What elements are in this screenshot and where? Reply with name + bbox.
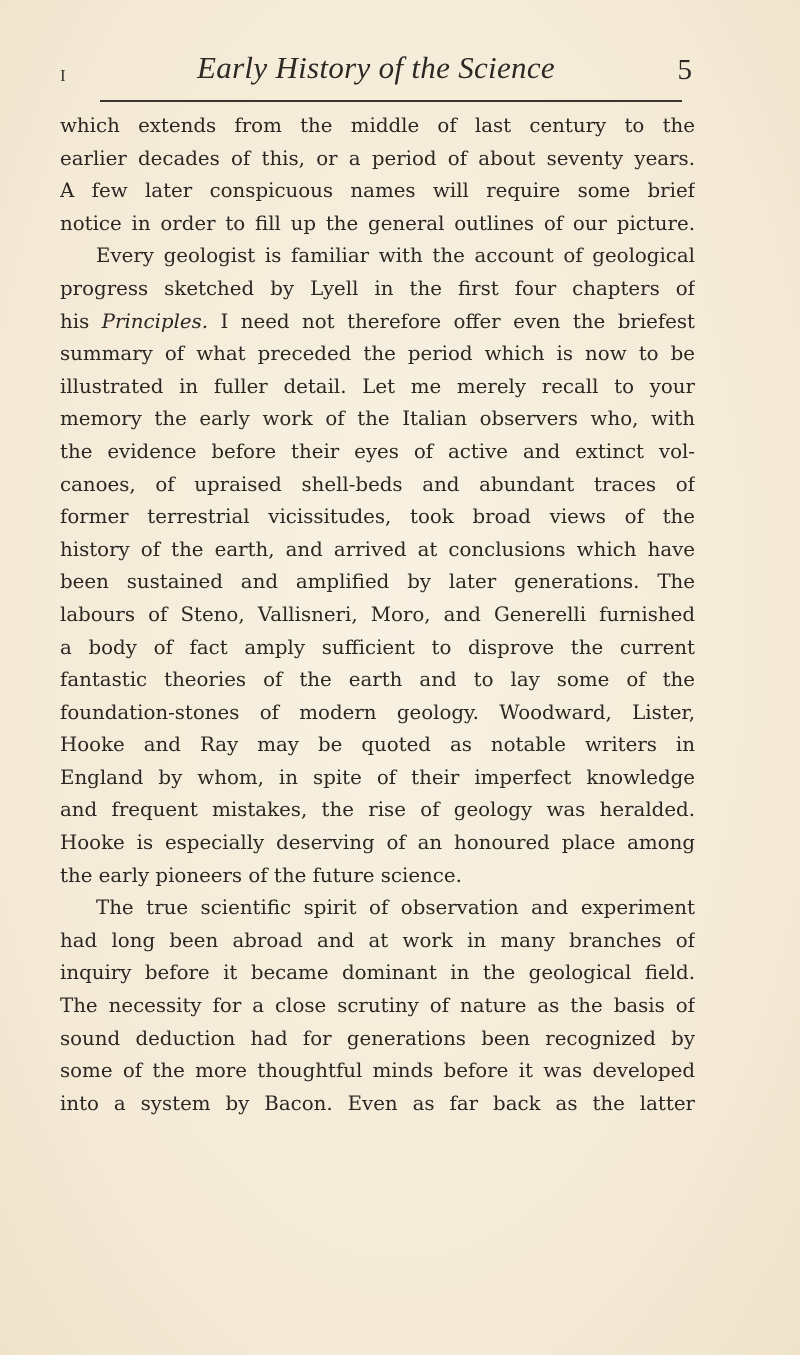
text-line: Every geologist is familiar with the account of geological — [96, 244, 695, 268]
text-line: which extends from the middle of last century to the — [60, 114, 695, 137]
text-line: The true scientific spirit of observation and experiment — [96, 896, 695, 920]
text-line: fantastic theories of the earth and to lay some of the — [60, 668, 695, 692]
text-line: memory the early work of the Italian observers who, with — [60, 407, 695, 431]
text-line: sound deduction had for generations been recognized by — [60, 1026, 695, 1050]
header-rule — [100, 100, 682, 102]
running-title: Early History of the Science — [197, 50, 555, 85]
text-line: summary of what preceded the period which is now to be — [60, 342, 695, 366]
text-line: a body of fact amply sufficient to disprove the current — [60, 635, 695, 659]
text-line: The necessity for a close scrutiny of nature as the basis of — [60, 994, 695, 1018]
text-line: England by whom, in spite of their imperfect knowledge — [60, 765, 695, 789]
page-number: 5 — [677, 54, 692, 86]
text-line: and frequent mistakes, the rise of geology was heralded. — [60, 798, 695, 822]
text-line: inquiry before it became dominant in the geological field. — [60, 961, 695, 985]
text-line: the evidence before their eyes of active and extinct vol- — [60, 439, 695, 463]
italic-book-title: Principles. — [101, 309, 209, 333]
text-line: Hooke and Ray may be quoted as notable writers in — [60, 733, 695, 757]
body-text — [60, 110, 695, 1120]
text-line: been sustained and amplified by later generations. The — [60, 570, 695, 594]
text-line — [60, 306, 695, 339]
page-header — [60, 48, 692, 98]
text-line: Hooke is especially deserving of an honoured place among — [60, 831, 695, 855]
text-line: the early pioneers of the future science. — [60, 863, 462, 887]
text-line: some of the more thoughtful minds before it was developed — [60, 1059, 695, 1083]
text-line: foundation-stones of modern geology. Woodward, Lister, — [60, 700, 695, 724]
text-line: A few later conspicuous names will require some brief — [60, 179, 695, 203]
text-line: history of the earth, and arrived at conclusions which have — [60, 537, 695, 561]
text-line: notice in order to fill up the general outlines of our picture. — [60, 211, 695, 235]
text-line: former terrestrial vicissitudes, took broad views of the — [60, 505, 695, 529]
text-line: earlier decades of this, or a period of about seventy years. — [60, 146, 695, 170]
text-line: progress sketched by Lyell in the first four chapters of — [60, 276, 695, 300]
text-line: labours of Steno, Vallisneri, Moro, and Generelli furnished — [60, 602, 695, 626]
text-segment: his — [60, 309, 102, 333]
text-line: had long been abroad and at work in many branches of — [60, 928, 695, 952]
text-line: canoes, of upraised shell-beds and abundant traces of — [60, 472, 695, 496]
text-line: into a system by Bacon. Even as far back as the latter — [60, 1091, 695, 1115]
chapter-numeral: I — [60, 66, 66, 85]
text-line: illustrated in fuller detail. Let me merely recall to your — [60, 374, 695, 398]
text-segment: I need not therefore offer even the briefest — [208, 309, 695, 333]
